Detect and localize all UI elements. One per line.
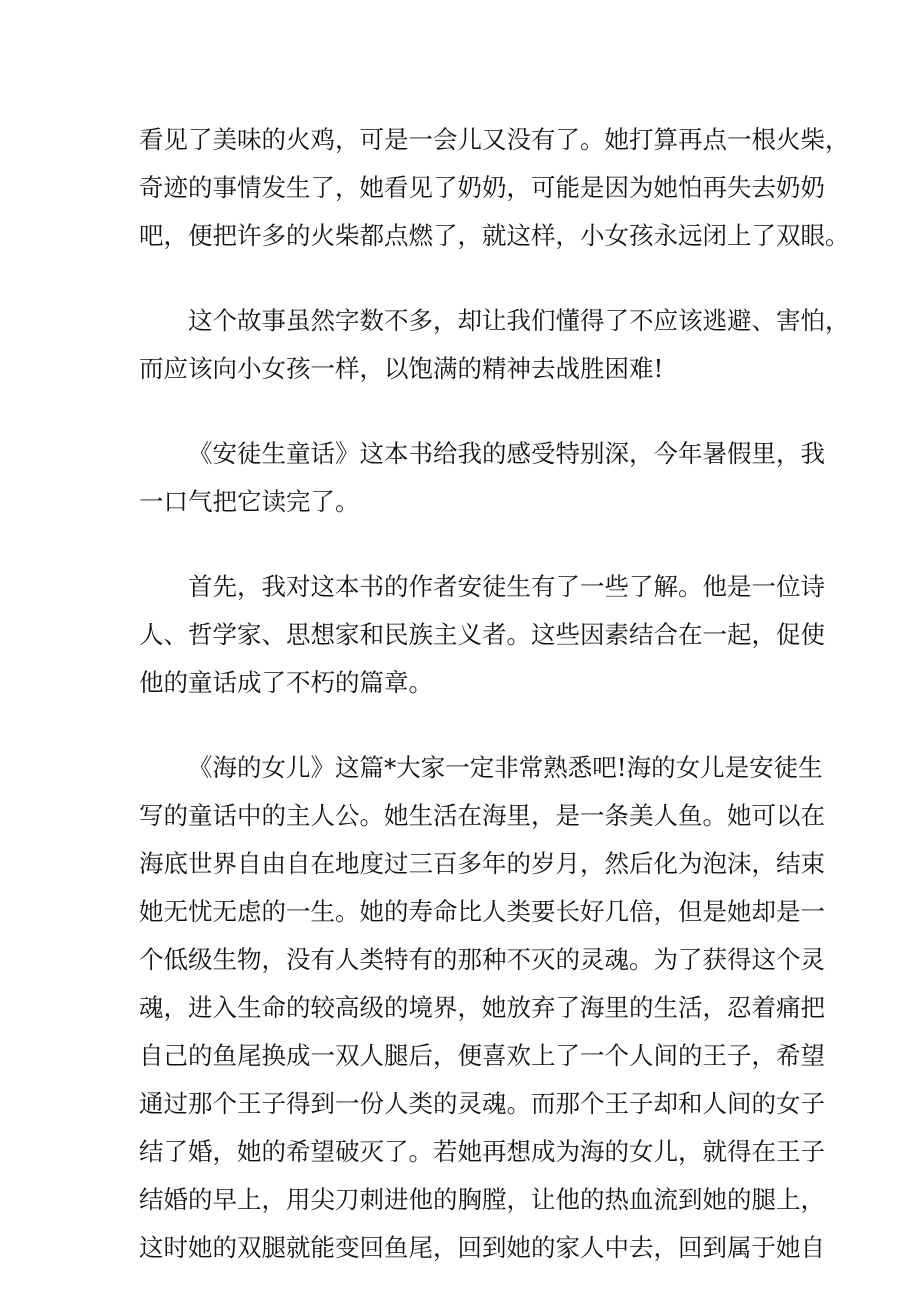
text-line: 这个故事虽然字数不多，却让我们懂得了不应该逃避、害怕， <box>188 306 850 335</box>
text-line: 写的童话中的主人公。她生活在海里，是一条美人鱼。她可以在 <box>139 801 825 830</box>
paragraph-3 <box>139 430 825 526</box>
paragraph-4 <box>139 563 825 707</box>
paragraph-2 <box>139 297 850 393</box>
text-line: 魂，进入生命的较高级的境界，她放弃了海里的生活，忍着痛把 <box>139 993 825 1022</box>
paragraph-1 <box>139 116 850 260</box>
text-line: 结了婚，她的希望破灭了。若她再想成为海的女儿，就得在王子 <box>139 1137 825 1166</box>
text-line: 首先，我对这本书的作者安徒生有了一些了解。他是一位诗 <box>188 572 825 601</box>
text-line: 海底世界自由自在地度过三百多年的岁月，然后化为泡沫，结束 <box>139 849 825 878</box>
text-line: 人、哲学家、思想家和民族主义者。这些因素结合在一起，促使 <box>139 620 825 649</box>
text-line: 《海的女儿》这篇*大家一定非常熟悉吧!海的女儿是安徒生 <box>188 753 823 782</box>
text-line: 通过那个王子得到一份人类的灵魂。而那个王子却和人间的女子 <box>139 1089 825 1118</box>
text-line: 这时她的双腿就能变回鱼尾，回到她的家人中去，回到属于她自 <box>139 1233 825 1262</box>
text-line: 一口气把它读完了。 <box>139 487 360 516</box>
text-line: 奇迹的事情发生了，她看见了奶奶，可能是因为她怕再失去奶奶 <box>139 173 825 202</box>
text-line: 看见了美味的火鸡，可是一会儿又没有了。她打算再点一根火柴， <box>139 125 850 154</box>
text-line: 而应该向小女孩一样，以饱满的精神去战胜困难! <box>139 354 664 383</box>
text-line: 《安徒生童话》这本书给我的感受特别深，今年暑假里，我 <box>188 439 825 468</box>
text-line: 她无忧无虑的一生。她的寿命比人类要长好几倍，但是她却是一 <box>139 897 825 926</box>
text-line: 个低级生物，没有人类特有的那种不灭的灵魂。为了获得这个灵 <box>139 945 825 974</box>
document-body <box>139 116 850 1309</box>
text-line: 结婚的早上，用尖刀刺进他的胸膛，让他的热血流到她的腿上， <box>139 1185 825 1214</box>
text-line: 他的童话成了不朽的篇章。 <box>139 668 433 697</box>
text-line: 自己的鱼尾换成一双人腿后，便喜欢上了一个人间的王子，希望 <box>139 1041 825 1070</box>
text-line: 吧，便把许多的火柴都点燃了，就这样，小女孩永远闭上了双眼。 <box>139 221 850 250</box>
paragraph-5 <box>139 744 825 1272</box>
